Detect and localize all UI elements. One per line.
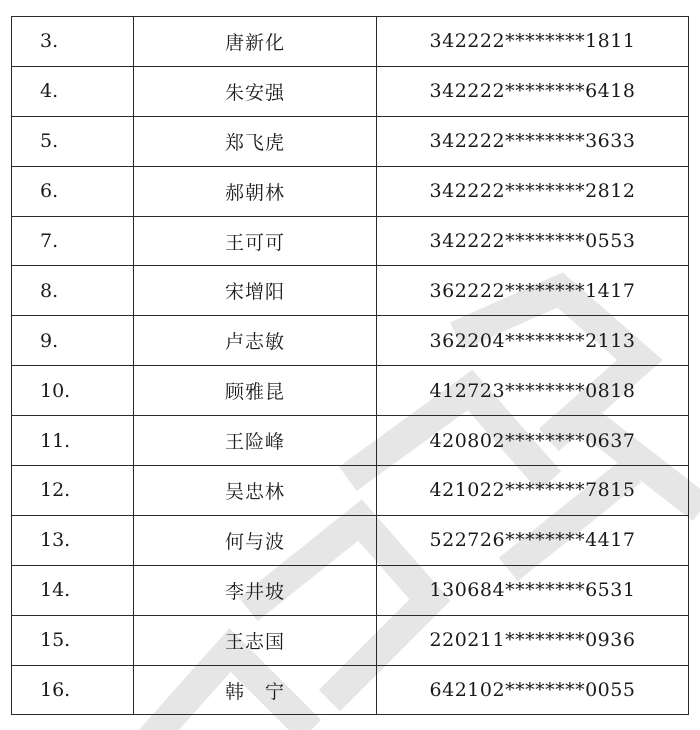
id-number-cell: 342222********6418 bbox=[377, 66, 689, 116]
table-row bbox=[12, 216, 689, 266]
table-row bbox=[12, 416, 689, 466]
row-number-cell: 8. bbox=[12, 266, 134, 316]
row-number-cell: 14. bbox=[12, 565, 134, 615]
table-row bbox=[12, 316, 689, 366]
id-number-cell: 220211********0936 bbox=[377, 615, 689, 665]
table-row bbox=[12, 17, 689, 67]
id-number-cell: 362204********2113 bbox=[377, 316, 689, 366]
id-number-cell: 412723********0818 bbox=[377, 366, 689, 416]
row-number-cell: 5. bbox=[12, 116, 134, 166]
row-number-cell: 6. bbox=[12, 166, 134, 216]
table-row bbox=[12, 665, 689, 715]
name-cell: 王险峰 bbox=[134, 416, 377, 466]
row-number-cell: 10. bbox=[12, 366, 134, 416]
name-cell: 顾雅昆 bbox=[134, 366, 377, 416]
row-number-cell: 3. bbox=[12, 17, 134, 67]
name-cell: 何与波 bbox=[134, 515, 377, 565]
row-number-cell: 13. bbox=[12, 515, 134, 565]
table-row bbox=[12, 466, 689, 516]
row-number-cell: 11. bbox=[12, 416, 134, 466]
table-row bbox=[12, 615, 689, 665]
name-cell: 卢志敏 bbox=[134, 316, 377, 366]
name-cell: 吴忠林 bbox=[134, 466, 377, 516]
id-number-cell: 342222********1811 bbox=[377, 17, 689, 67]
name-cell: 王可可 bbox=[134, 216, 377, 266]
name-cell: 李井坡 bbox=[134, 565, 377, 615]
id-number-cell: 421022********7815 bbox=[377, 466, 689, 516]
name-cell: 韩 宁 bbox=[134, 665, 377, 715]
row-number-cell: 15. bbox=[12, 615, 134, 665]
id-number-cell: 342222********2812 bbox=[377, 166, 689, 216]
table-row bbox=[12, 366, 689, 416]
id-number-cell: 420802********0637 bbox=[377, 416, 689, 466]
table-row bbox=[12, 565, 689, 615]
row-number-cell: 7. bbox=[12, 216, 134, 266]
name-cell: 朱安强 bbox=[134, 66, 377, 116]
table-row bbox=[12, 166, 689, 216]
table-row bbox=[12, 116, 689, 166]
id-number-cell: 130684********6531 bbox=[377, 565, 689, 615]
name-cell: 郑飞虎 bbox=[134, 116, 377, 166]
id-number-cell: 342222********0553 bbox=[377, 216, 689, 266]
name-cell: 郝朝林 bbox=[134, 166, 377, 216]
id-number-cell: 522726********4417 bbox=[377, 515, 689, 565]
table-row bbox=[12, 515, 689, 565]
name-cell: 宋增阳 bbox=[134, 266, 377, 316]
row-number-cell: 4. bbox=[12, 66, 134, 116]
id-number-cell: 342222********3633 bbox=[377, 116, 689, 166]
table-row bbox=[12, 266, 689, 316]
id-number-cell: 642102********0055 bbox=[377, 665, 689, 715]
row-number-cell: 16. bbox=[12, 665, 134, 715]
roster-table bbox=[11, 16, 689, 715]
id-number-cell: 362222********1417 bbox=[377, 266, 689, 316]
name-cell: 王志国 bbox=[134, 615, 377, 665]
name-cell: 唐新化 bbox=[134, 17, 377, 67]
table-row bbox=[12, 66, 689, 116]
row-number-cell: 12. bbox=[12, 466, 134, 516]
row-number-cell: 9. bbox=[12, 316, 134, 366]
